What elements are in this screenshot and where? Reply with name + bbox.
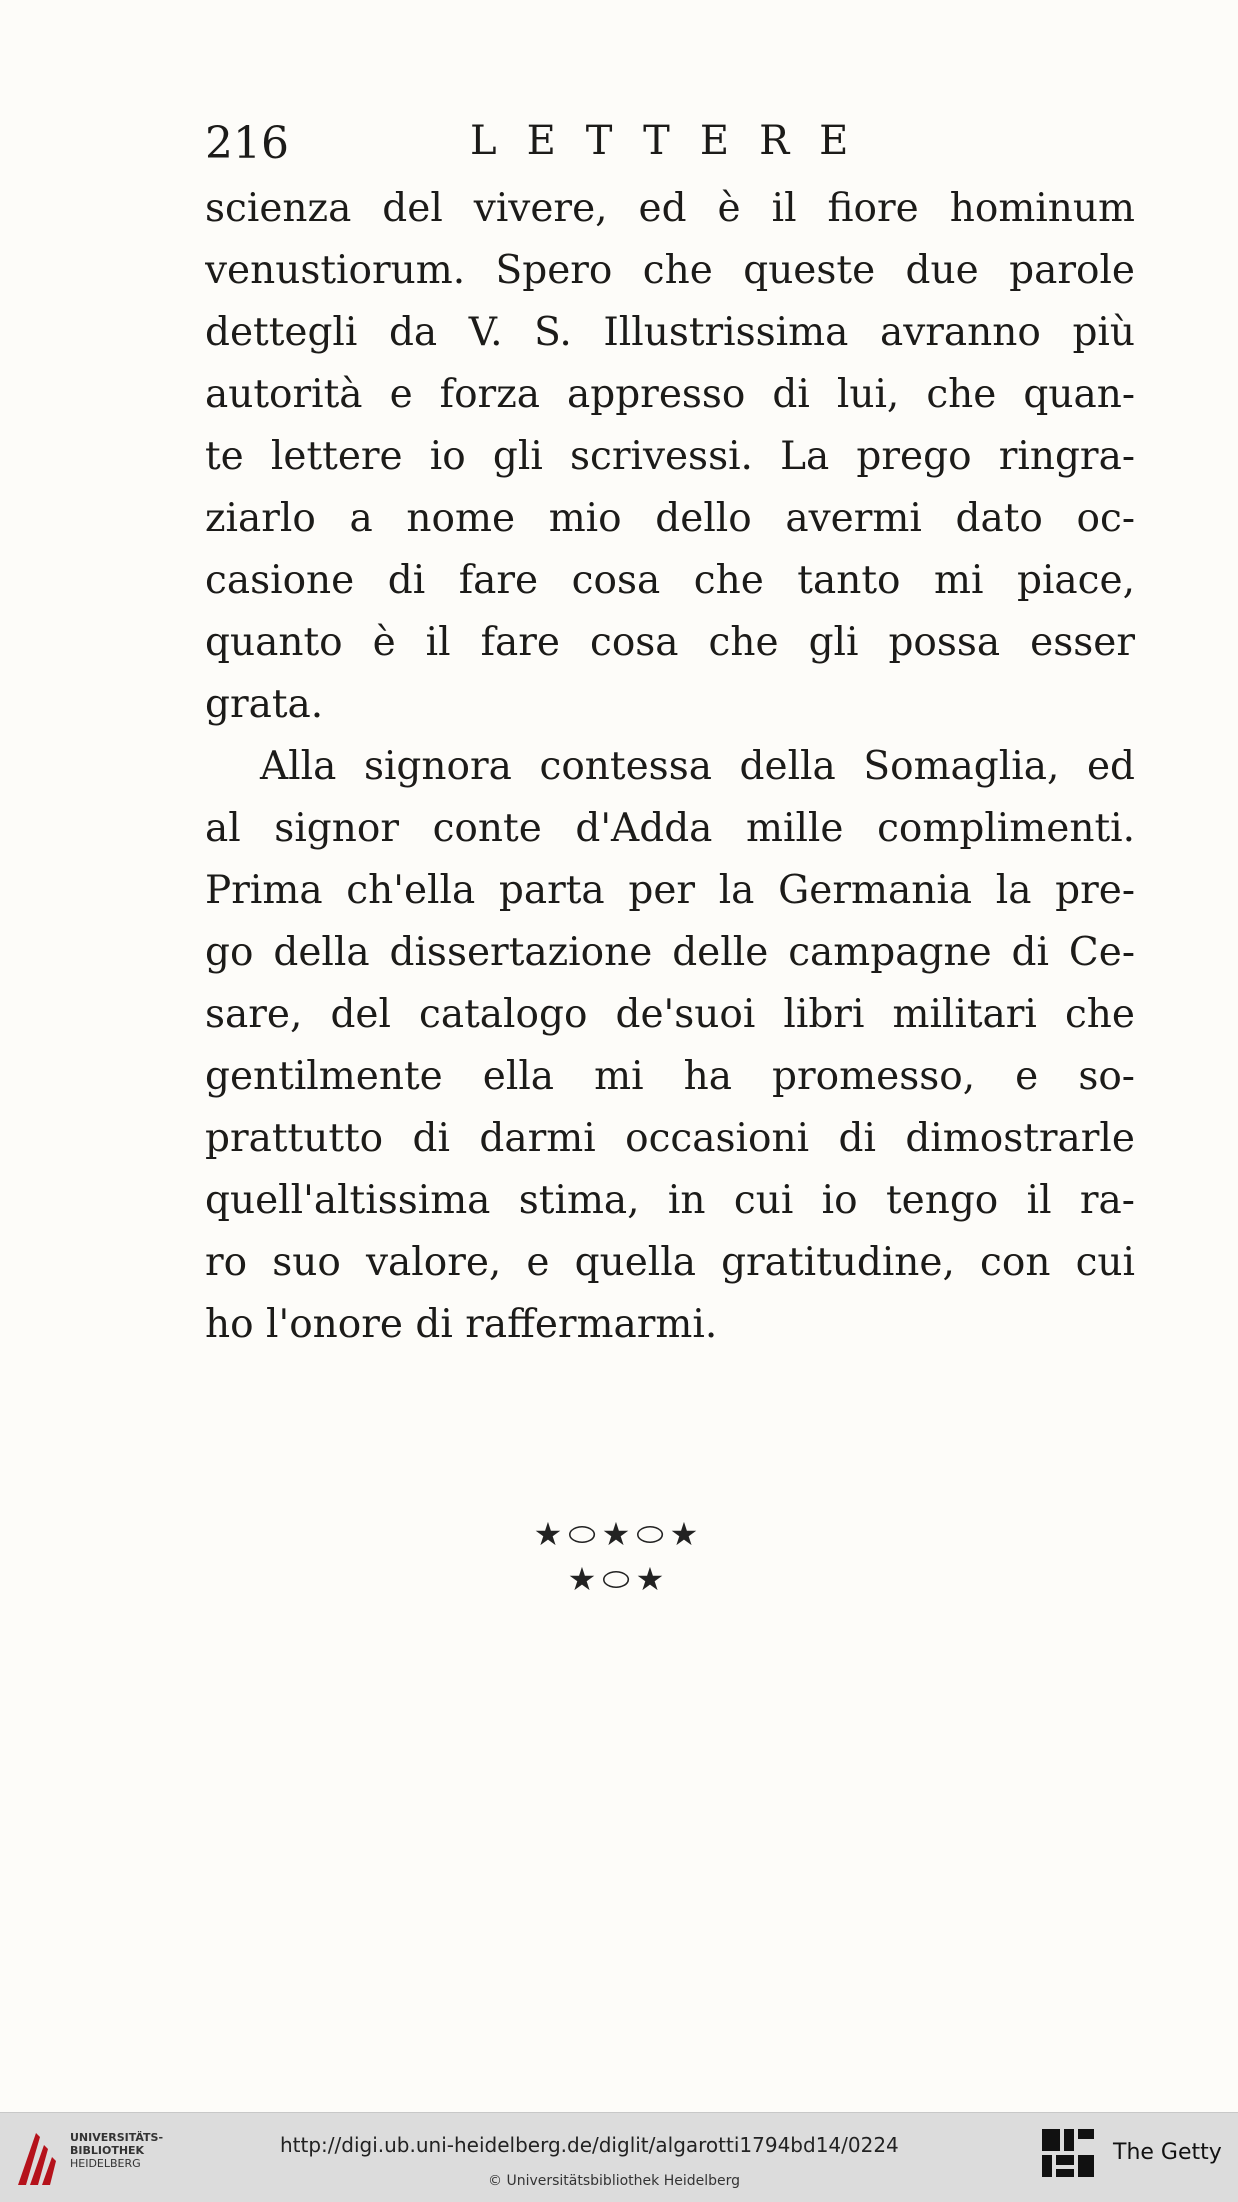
text-line: grata. — [205, 682, 324, 727]
page-header — [205, 118, 1135, 178]
copyright-notice: © Universitätsbibliothek Heidelberg — [488, 2173, 741, 2189]
ub-heidelberg-logo-icon — [14, 2127, 66, 2187]
text-line: ziarlo a nome mio dello avermi dato oc- — [205, 496, 1135, 541]
text-line: al signor conte d'Adda mille complimenti. — [205, 806, 1135, 851]
ornament-line-top: ★⬭★⬭★ — [533, 1515, 705, 1553]
text-line: prattutto di darmi occasioni di dimostrarle — [205, 1116, 1135, 1161]
text-line: Prima ch'ella parta per la Germania la pre- — [205, 868, 1135, 913]
text-line: Alla signora contessa della Somaglia, ed — [260, 744, 1135, 789]
running-head: LETTERE — [470, 118, 879, 164]
text-line: quell'altissima stima, in cui io tengo il ra- — [205, 1178, 1135, 1223]
text-line: sare, del catalogo de'suoi libri militari che — [205, 992, 1135, 1037]
text-line: scienza del vivere, ed è il fiore hominum — [205, 186, 1135, 231]
text-line: go della dissertazione delle campagne di Ce- — [205, 930, 1135, 975]
text-line: ho l'onore di raffermarmi. — [205, 1302, 718, 1347]
viewer-footer — [0, 2112, 1238, 2202]
text-line: gentilmente ella mi ha promesso, e so- — [205, 1054, 1135, 1099]
partner-name: The Getty — [1113, 2140, 1222, 2165]
text-line: ro suo valore, e quella gratitudine, con cui — [205, 1240, 1135, 1285]
text-line: venustiorum. Spero che queste due parole — [205, 248, 1135, 293]
text-line: dettegli da V. S. Illustrissima avranno più — [205, 310, 1135, 355]
text-line: te lettere io gli scrivessi. La prego ringra- — [205, 434, 1135, 479]
getty-logo-icon — [1040, 2127, 1096, 2187]
text-line: autorità e forza appresso di lui, che quan- — [205, 372, 1135, 417]
permalink-url[interactable]: http://digi.ub.uni-heidelberg.de/diglit/algarotti1794bd14/0224 — [280, 2133, 899, 2157]
text-line: quanto è il fare cosa che gli possa esser — [205, 620, 1135, 665]
text-line: casione di fare cosa che tanto mi piace, — [205, 558, 1135, 603]
page-number: 216 — [205, 118, 289, 169]
ornament-line-bottom: ★⬭★ — [567, 1560, 671, 1598]
library-name: UNIVERSITÄTS- BIBLIOTHEK HEIDELBERG — [70, 2131, 164, 2170]
body-text — [205, 178, 1135, 1356]
